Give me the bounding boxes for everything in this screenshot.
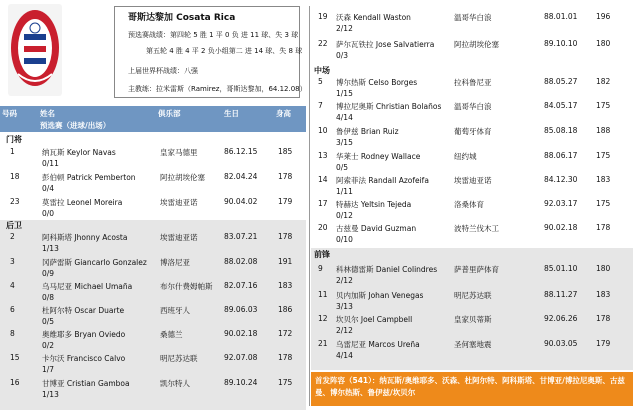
table-row [10, 170, 306, 196]
player-caps: 0/10 [336, 235, 353, 244]
player-caps: 0/0 [42, 209, 55, 218]
player-height: 183 [596, 290, 611, 299]
player-number: 20 [318, 223, 328, 232]
player-dob: 86.12.15 [224, 147, 258, 156]
player-number: 3 [10, 257, 15, 266]
player-dob: 88.05.27 [544, 77, 578, 86]
player-caps: 0/12 [336, 211, 353, 220]
player-name: 鲁伊兹 Brian Ruiz [336, 127, 399, 136]
player-height: 186 [278, 305, 293, 314]
player-club: 葡萄牙体育 [454, 127, 492, 136]
player-club: 埃雷迪亚诺 [160, 233, 198, 242]
player-caps: 0/2 [42, 341, 55, 350]
player-dob: 90.03.05 [544, 339, 578, 348]
player-number: 19 [318, 12, 328, 21]
col-name-header: 姓名 [40, 109, 55, 118]
player-number: 5 [318, 77, 323, 86]
table-row [318, 312, 636, 338]
player-height: 178 [278, 172, 293, 181]
player-name: 杜阿尔特 Oscar Duarte [42, 306, 125, 315]
column-divider [309, 6, 310, 406]
player-height: 183 [278, 281, 293, 290]
player-height: 180 [596, 264, 611, 273]
player-number: 16 [10, 378, 20, 387]
player-caps: 2/12 [336, 24, 353, 33]
table-row [318, 288, 636, 314]
player-caps: 0/3 [336, 51, 349, 60]
player-caps: 2/12 [336, 326, 353, 335]
player-club: 阿拉胡埃伦塞 [160, 173, 205, 182]
player-club: 圣何塞地震 [454, 340, 492, 349]
player-number: 14 [318, 175, 328, 184]
player-caps: 0/4 [42, 184, 55, 193]
player-name: 古兹曼 David Guzman [336, 224, 417, 233]
player-caps: 1/13 [42, 244, 59, 253]
player-number: 18 [10, 172, 20, 181]
player-height: 175 [596, 199, 611, 208]
col-club-header: 俱乐部 [158, 109, 181, 118]
federation-logo [8, 4, 62, 96]
player-name: 乌马尼亚 Michael Umaña [42, 282, 133, 291]
player-number: 10 [318, 126, 328, 135]
player-name: 阿科斯塔 Jhonny Acosta [42, 233, 128, 242]
defenders-label: 后卫 [6, 221, 22, 230]
table-row [10, 230, 306, 256]
player-number: 15 [10, 353, 20, 362]
player-name: 科林德雷斯 Daniel Colindres [336, 265, 438, 274]
player-club: 纽约城 [454, 152, 477, 161]
last-world-cup-record: 上届世界杯战绩：八强 [128, 67, 198, 75]
table-row [10, 351, 306, 377]
player-height: 178 [596, 223, 611, 232]
table-row [318, 262, 636, 288]
player-height: 191 [278, 257, 293, 266]
player-name: 阿索菲法 Randall Azofeifa [336, 176, 429, 185]
player-number: 1 [10, 147, 15, 156]
table-row [10, 303, 306, 329]
table-row [318, 173, 636, 199]
player-height: 175 [278, 378, 293, 387]
player-height: 178 [278, 232, 293, 241]
player-name: 贝内加斯 Johan Venegas [336, 291, 424, 300]
player-dob: 90.02.18 [544, 223, 578, 232]
player-club: 埃雷迪亚诺 [454, 176, 492, 185]
player-height: 178 [278, 353, 293, 362]
player-dob: 85.08.18 [544, 126, 578, 135]
player-number: 9 [318, 264, 323, 273]
player-caps: 0/5 [336, 163, 349, 172]
player-caps: 3/15 [336, 138, 353, 147]
player-number: 2 [10, 232, 15, 241]
player-number: 12 [318, 314, 328, 323]
player-caps: 0/9 [42, 269, 55, 278]
player-club: 萨普里萨体育 [454, 265, 499, 274]
player-name: 甘博亚 Cristian Gamboa [42, 379, 130, 388]
player-club: 凯尔特人 [160, 379, 190, 388]
player-club: 波特兰伐木工 [454, 224, 499, 233]
player-height: 185 [278, 147, 293, 156]
table-row [10, 327, 306, 353]
table-row [10, 145, 306, 171]
player-dob: 92.07.08 [224, 353, 258, 362]
table-row [10, 279, 306, 305]
player-name: 博尔热斯 Celso Borges [336, 78, 418, 87]
player-club: 温哥华白浪 [454, 13, 492, 22]
player-name: 卡尔沃 Francisco Calvo [42, 354, 126, 363]
player-caps: 3/13 [336, 302, 353, 311]
player-dob: 83.07.21 [224, 232, 258, 241]
player-dob: 89.06.03 [224, 305, 258, 314]
table-row [318, 337, 636, 363]
player-name: 沃森 Kendall Waston [336, 13, 411, 22]
col-dob-header: 生日 [224, 109, 239, 118]
player-name: 纳瓦斯 Keylor Navas [42, 148, 116, 157]
player-height: 175 [596, 101, 611, 110]
table-row [318, 221, 636, 247]
table-row [10, 376, 306, 402]
player-caps: 4/14 [336, 351, 353, 360]
player-height: 175 [596, 151, 611, 160]
player-name: 特赫达 Yeltsin Tejeda [336, 200, 412, 209]
player-height: 179 [278, 197, 293, 206]
player-caps: 0/11 [42, 159, 59, 168]
table-row [10, 195, 306, 221]
player-height: 183 [596, 175, 611, 184]
table-row [10, 255, 306, 281]
player-caps: 1/11 [336, 187, 353, 196]
player-height: 182 [596, 77, 611, 86]
col-caps-header: 预选赛（进球/出场） [40, 121, 111, 130]
qualifying-record-round5: 第五轮 4 胜 4 平 2 负小组第二 进 14 球、失 8 球 [146, 47, 303, 55]
midfielders-label: 中场 [314, 66, 330, 75]
player-caps: 4/14 [336, 113, 353, 122]
starting-lineup-footer: 首发阵容（541）：纳瓦斯/奥维耶多、沃森、杜阿尔特、阿科斯塔、甘博亚/博拉尼奥斯、古兹曼、博尔热斯、鲁伊兹/坎贝尔 [311, 372, 633, 406]
player-name: 莫雷拉 Leonel Moreira [42, 198, 123, 207]
table-row [318, 75, 636, 101]
player-name: 奥维耶多 Bryan Oviedo [42, 330, 126, 339]
player-number: 11 [318, 290, 328, 299]
player-club: 温哥华白浪 [454, 102, 492, 111]
qualifying-record-round4: 预选赛战绩：第四轮 5 胜 1 平 0 负 进 11 球、失 3 球 [128, 31, 299, 39]
player-club: 桑德兰 [160, 330, 183, 339]
player-dob: 89.10.10 [544, 39, 578, 48]
player-club: 洛桑体育 [454, 200, 484, 209]
player-dob: 82.04.24 [224, 172, 258, 181]
costa-rica-crest-icon [8, 4, 62, 96]
player-dob: 90.04.02 [224, 197, 258, 206]
player-dob: 90.02.18 [224, 329, 258, 338]
player-club: 布尔什费姆帕斯 [160, 282, 213, 291]
player-height: 188 [596, 126, 611, 135]
head-coach: 主教练：拉米雷斯（Ramirez，哥斯达黎加，64.12.08） [128, 85, 307, 93]
player-dob: 92.06.26 [544, 314, 578, 323]
player-number: 6 [10, 305, 15, 314]
player-height: 180 [596, 39, 611, 48]
player-height: 196 [596, 12, 611, 21]
player-club: 皇家马德里 [160, 148, 198, 157]
player-dob: 84.05.17 [544, 101, 578, 110]
goalkeepers-label: 门将 [6, 135, 22, 144]
player-caps: 0/8 [42, 293, 55, 302]
player-number: 7 [318, 101, 323, 110]
player-number: 21 [318, 339, 328, 348]
col-height-header: 身高 [276, 109, 291, 118]
table-row [318, 197, 636, 223]
player-name: 坎贝尔 Joel Campbell [336, 315, 413, 324]
player-name: 乌雷尼亚 Marcos Ureña [336, 340, 420, 349]
player-name: 华莱士 Rodney Wallace [336, 152, 421, 161]
player-number: 8 [10, 329, 15, 338]
player-caps: 2/12 [336, 276, 353, 285]
player-caps: 1/15 [336, 89, 353, 98]
player-caps: 1/7 [42, 365, 55, 374]
player-name: 冈萨雷斯 Giancarlo Gonzalez [42, 258, 147, 267]
table-row [318, 149, 636, 175]
player-dob: 82.07.16 [224, 281, 258, 290]
player-height: 179 [596, 339, 611, 348]
player-caps: 1/13 [42, 390, 59, 399]
table-row [318, 124, 636, 150]
player-dob: 92.03.17 [544, 199, 578, 208]
player-number: 22 [318, 39, 328, 48]
player-club: 博洛尼亚 [160, 258, 190, 267]
player-number: 13 [318, 151, 328, 160]
player-caps: 0/5 [42, 317, 55, 326]
player-dob: 84.12.30 [544, 175, 578, 184]
player-name: 彭伯顿 Patrick Pemberton [42, 173, 136, 182]
player-club: 埃雷迪亚诺 [160, 198, 198, 207]
player-name: 萨尔瓦铁拉 Jose Salvatierra [336, 40, 435, 49]
player-dob: 88.01.01 [544, 12, 578, 21]
player-club: 明尼苏达联 [160, 354, 198, 363]
player-name: 博拉尼奥斯 Christian Bolaños [336, 102, 442, 111]
player-dob: 89.10.24 [224, 378, 258, 387]
table-row [318, 37, 636, 63]
team-title: 哥斯达黎加 Cosata Rica [128, 13, 236, 23]
player-number: 4 [10, 281, 15, 290]
col-num-header: 号码 [2, 109, 17, 118]
forwards-label: 前锋 [314, 250, 330, 259]
player-dob: 85.01.10 [544, 264, 578, 273]
player-number: 17 [318, 199, 328, 208]
player-club: 明尼苏达联 [454, 291, 492, 300]
player-height: 178 [596, 314, 611, 323]
player-dob: 88.06.17 [544, 151, 578, 160]
player-number: 23 [10, 197, 20, 206]
player-club: 皇家贝蒂斯 [454, 315, 492, 324]
player-dob: 88.11.27 [544, 290, 578, 299]
table-row [318, 99, 636, 125]
left-table-header [0, 106, 306, 132]
player-club: 西班牙人 [160, 306, 190, 315]
player-dob: 88.02.08 [224, 257, 258, 266]
player-height: 172 [278, 329, 293, 338]
table-row [318, 10, 636, 36]
player-club: 拉科鲁尼亚 [454, 78, 492, 87]
player-club: 阿拉胡埃伦塞 [454, 40, 499, 49]
